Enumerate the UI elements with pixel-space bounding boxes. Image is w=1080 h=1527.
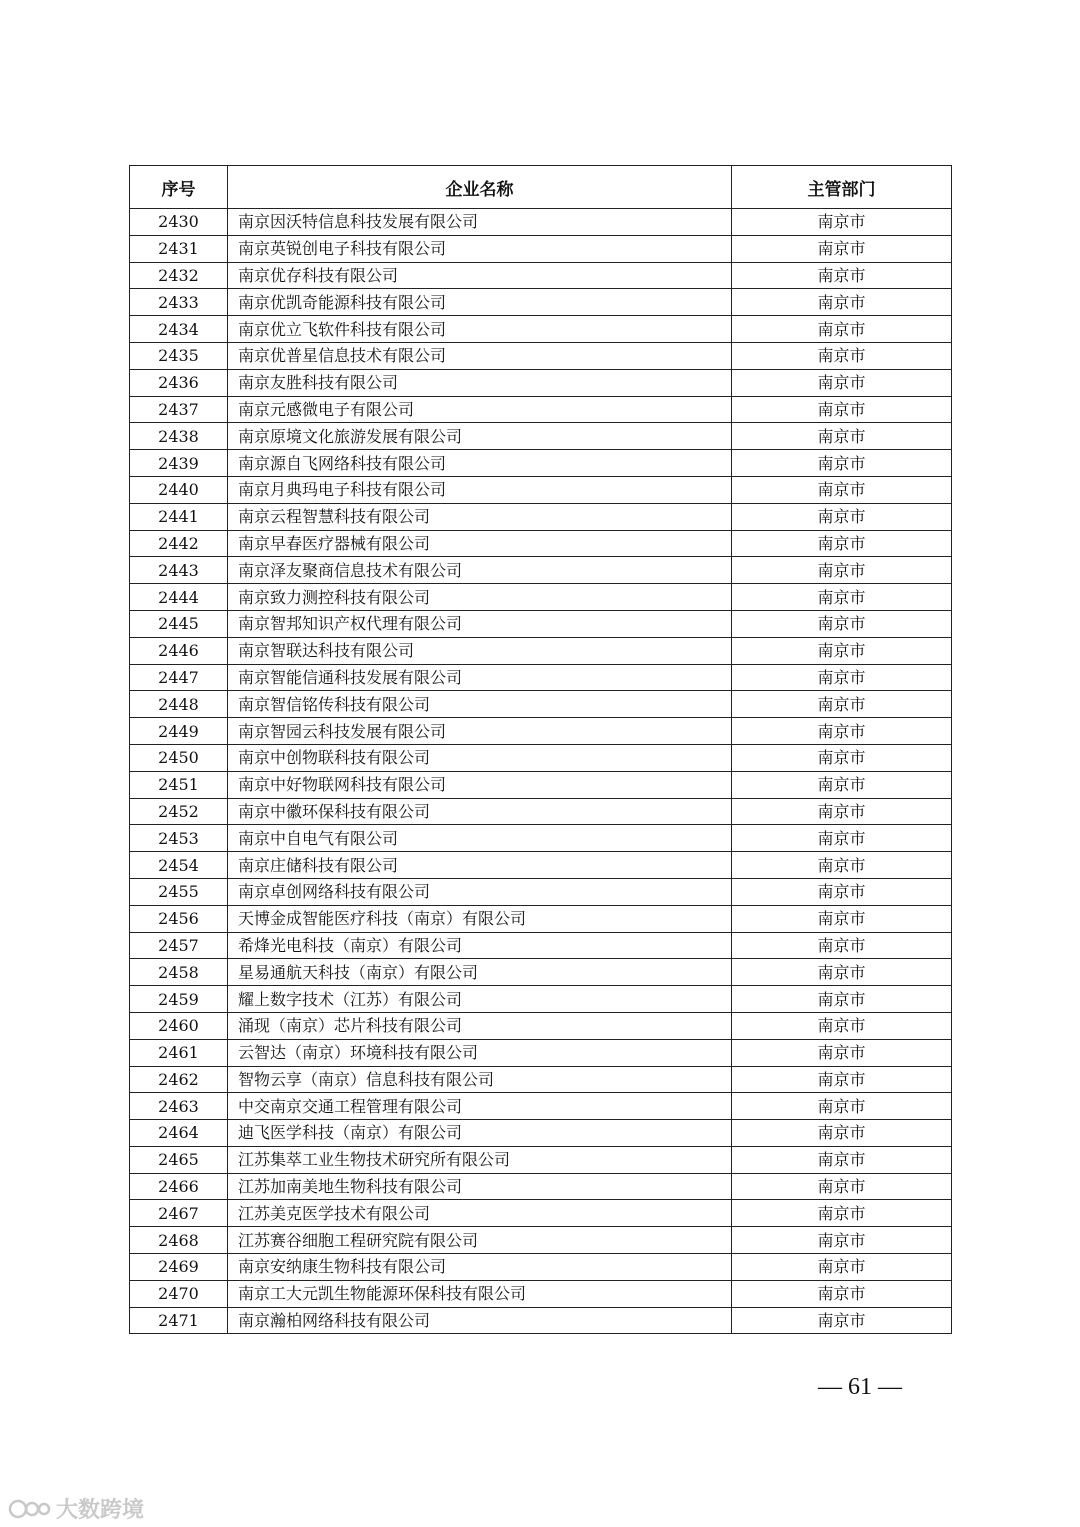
table-row [130, 1254, 952, 1281]
company-name-cell: 中交南京交通工程管理有限公司 [228, 1093, 732, 1120]
serial-number-cell: 2435 [130, 342, 228, 369]
department-cell: 南京市 [732, 825, 952, 852]
serial-number-cell: 2448 [130, 691, 228, 718]
company-name-cell: 南京英锐创电子科技有限公司 [228, 235, 732, 262]
department-cell: 南京市 [732, 369, 952, 396]
serial-number-cell: 2455 [130, 878, 228, 905]
table-row [130, 718, 952, 745]
table-row [130, 530, 952, 557]
serial-number-cell: 2431 [130, 235, 228, 262]
serial-number-cell: 2432 [130, 262, 228, 289]
serial-number-cell: 2453 [130, 825, 228, 852]
table-row [130, 878, 952, 905]
company-name-cell: 南京中创物联科技有限公司 [228, 744, 732, 771]
table-row [130, 209, 952, 236]
company-name-cell: 南京优凯奇能源科技有限公司 [228, 289, 732, 316]
department-cell: 南京市 [732, 476, 952, 503]
serial-number-cell: 2471 [130, 1307, 228, 1334]
company-name-cell: 南京中好物联网科技有限公司 [228, 771, 732, 798]
table-row [130, 423, 952, 450]
serial-number-cell: 2440 [130, 476, 228, 503]
table-body [130, 209, 952, 1334]
table-row [130, 1200, 952, 1227]
company-name-cell: 南京优存科技有限公司 [228, 262, 732, 289]
department-cell: 南京市 [732, 342, 952, 369]
company-name-cell: 云智达（南京）环境科技有限公司 [228, 1039, 732, 1066]
serial-number-cell: 2461 [130, 1039, 228, 1066]
company-name-cell: 南京友胜科技有限公司 [228, 369, 732, 396]
table-row [130, 637, 952, 664]
serial-number-cell: 2456 [130, 905, 228, 932]
serial-number-cell: 2445 [130, 610, 228, 637]
table-row [130, 932, 952, 959]
department-cell: 南京市 [732, 289, 952, 316]
company-name-cell: 江苏加南美地生物科技有限公司 [228, 1173, 732, 1200]
department-cell: 南京市 [732, 423, 952, 450]
department-cell: 南京市 [732, 1066, 952, 1093]
department-cell: 南京市 [732, 584, 952, 611]
company-name-cell: 南京优普星信息技术有限公司 [228, 342, 732, 369]
header-serial-number: 序号 [130, 166, 228, 209]
table-row [130, 610, 952, 637]
department-cell: 南京市 [732, 878, 952, 905]
company-name-cell: 南京元感微电子有限公司 [228, 396, 732, 423]
company-name-cell: 南京智信铭传科技有限公司 [228, 691, 732, 718]
company-name-cell: 南京智能信通科技发展有限公司 [228, 664, 732, 691]
company-name-cell: 南京中徽环保科技有限公司 [228, 798, 732, 825]
serial-number-cell: 2464 [130, 1120, 228, 1147]
table-row [130, 503, 952, 530]
serial-number-cell: 2443 [130, 557, 228, 584]
company-name-cell: 南京智邦知识产权代理有限公司 [228, 610, 732, 637]
serial-number-cell: 2442 [130, 530, 228, 557]
company-name-cell: 星易通航天科技（南京）有限公司 [228, 959, 732, 986]
department-cell: 南京市 [732, 798, 952, 825]
serial-number-cell: 2441 [130, 503, 228, 530]
department-cell: 南京市 [732, 1039, 952, 1066]
department-cell: 南京市 [732, 262, 952, 289]
table-row [130, 235, 952, 262]
table-row [130, 1066, 952, 1093]
header-company-name: 企业名称 [228, 166, 732, 209]
table-row [130, 691, 952, 718]
table-row [130, 342, 952, 369]
serial-number-cell: 2433 [130, 289, 228, 316]
table-row [130, 1093, 952, 1120]
serial-number-cell: 2450 [130, 744, 228, 771]
serial-number-cell: 2444 [130, 584, 228, 611]
company-name-cell: 南京优立飞软件科技有限公司 [228, 316, 732, 343]
department-cell: 南京市 [732, 530, 952, 557]
serial-number-cell: 2447 [130, 664, 228, 691]
department-cell: 南京市 [732, 316, 952, 343]
company-name-cell: 江苏集萃工业生物技术研究所有限公司 [228, 1146, 732, 1173]
table-row [130, 1039, 952, 1066]
department-cell: 南京市 [732, 744, 952, 771]
department-cell: 南京市 [732, 450, 952, 477]
serial-number-cell: 2466 [130, 1173, 228, 1200]
department-cell: 南京市 [732, 905, 952, 932]
department-cell: 南京市 [732, 1120, 952, 1147]
table-row [130, 1307, 952, 1334]
serial-number-cell: 2468 [130, 1227, 228, 1254]
serial-number-cell: 2462 [130, 1066, 228, 1093]
table-row [130, 771, 952, 798]
department-cell: 南京市 [732, 1173, 952, 1200]
table-row [130, 1173, 952, 1200]
serial-number-cell: 2463 [130, 1093, 228, 1120]
company-name-cell: 南京智园云科技发展有限公司 [228, 718, 732, 745]
company-name-cell: 江苏赛谷细胞工程研究院有限公司 [228, 1227, 732, 1254]
company-name-cell: 江苏美克医学技术有限公司 [228, 1200, 732, 1227]
serial-number-cell: 2457 [130, 932, 228, 959]
company-name-cell: 南京月典玛电子科技有限公司 [228, 476, 732, 503]
table-row [130, 959, 952, 986]
table-header-row [130, 166, 952, 209]
department-cell: 南京市 [732, 1146, 952, 1173]
serial-number-cell: 2454 [130, 852, 228, 879]
company-name-cell: 南京源自飞网络科技有限公司 [228, 450, 732, 477]
company-name-cell: 天博金成智能医疗科技（南京）有限公司 [228, 905, 732, 932]
table-row [130, 557, 952, 584]
serial-number-cell: 2458 [130, 959, 228, 986]
company-name-cell: 南京原境文化旅游发展有限公司 [228, 423, 732, 450]
company-name-cell: 南京泽友聚商信息技术有限公司 [228, 557, 732, 584]
serial-number-cell: 2470 [130, 1280, 228, 1307]
department-cell: 南京市 [732, 852, 952, 879]
table-row [130, 369, 952, 396]
table-row [130, 852, 952, 879]
company-name-cell: 南京瀚柏网络科技有限公司 [228, 1307, 732, 1334]
company-name-cell: 涌现（南京）芯片科技有限公司 [228, 1012, 732, 1039]
company-name-cell: 希烽光电科技（南京）有限公司 [228, 932, 732, 959]
department-cell: 南京市 [732, 396, 952, 423]
serial-number-cell: 2449 [130, 718, 228, 745]
serial-number-cell: 2434 [130, 316, 228, 343]
company-name-cell: 南京庄储科技有限公司 [228, 852, 732, 879]
serial-number-cell: 2465 [130, 1146, 228, 1173]
table-row [130, 825, 952, 852]
header-department: 主管部门 [732, 166, 952, 209]
serial-number-cell: 2451 [130, 771, 228, 798]
department-cell: 南京市 [732, 557, 952, 584]
company-name-cell: 迪飞医学科技（南京）有限公司 [228, 1120, 732, 1147]
serial-number-cell: 2467 [130, 1200, 228, 1227]
company-name-cell: 耀上数字技术（江苏）有限公司 [228, 986, 732, 1013]
department-cell: 南京市 [732, 718, 952, 745]
department-cell: 南京市 [732, 932, 952, 959]
serial-number-cell: 2438 [130, 423, 228, 450]
table-row [130, 584, 952, 611]
company-name-cell: 南京云程智慧科技有限公司 [228, 503, 732, 530]
serial-number-cell: 2452 [130, 798, 228, 825]
company-name-cell: 南京工大元凯生物能源环保科技有限公司 [228, 1280, 732, 1307]
serial-number-cell: 2439 [130, 450, 228, 477]
serial-number-cell: 2469 [130, 1254, 228, 1281]
table-row [130, 1120, 952, 1147]
department-cell: 南京市 [732, 503, 952, 530]
serial-number-cell: 2437 [130, 396, 228, 423]
table-row [130, 316, 952, 343]
department-cell: 南京市 [732, 1012, 952, 1039]
company-name-cell: 南京因沃特信息科技发展有限公司 [228, 209, 732, 236]
department-cell: 南京市 [732, 209, 952, 236]
department-cell: 南京市 [732, 1280, 952, 1307]
department-cell: 南京市 [732, 986, 952, 1013]
company-name-cell: 南京安纳康生物科技有限公司 [228, 1254, 732, 1281]
department-cell: 南京市 [732, 664, 952, 691]
table-row [130, 1280, 952, 1307]
table-row [130, 798, 952, 825]
table-row [130, 262, 952, 289]
department-cell: 南京市 [732, 235, 952, 262]
table-row [130, 905, 952, 932]
company-list-table [129, 165, 952, 1334]
company-name-cell: 南京早春医疗器械有限公司 [228, 530, 732, 557]
company-name-cell: 南京致力测控科技有限公司 [228, 584, 732, 611]
department-cell: 南京市 [732, 1254, 952, 1281]
department-cell: 南京市 [732, 959, 952, 986]
watermark [8, 1493, 144, 1524]
table-row [130, 1012, 952, 1039]
company-name-cell: 智物云享（南京）信息科技有限公司 [228, 1066, 732, 1093]
department-cell: 南京市 [732, 610, 952, 637]
department-cell: 南京市 [732, 637, 952, 664]
department-cell: 南京市 [732, 1307, 952, 1334]
company-name-cell: 南京卓创网络科技有限公司 [228, 878, 732, 905]
table-row [130, 1146, 952, 1173]
watermark-text: 大数跨境 [56, 1498, 145, 1523]
company-name-cell: 南京中自电气有限公司 [228, 825, 732, 852]
serial-number-cell: 2430 [130, 209, 228, 236]
department-cell: 南京市 [732, 1093, 952, 1120]
table-row [130, 450, 952, 477]
page-number: — 61 — [818, 1374, 902, 1400]
department-cell: 南京市 [732, 691, 952, 718]
serial-number-cell: 2446 [130, 637, 228, 664]
table-row [130, 476, 952, 503]
department-cell: 南京市 [732, 771, 952, 798]
table-row [130, 744, 952, 771]
serial-number-cell: 2459 [130, 986, 228, 1013]
table-row [130, 396, 952, 423]
department-cell: 南京市 [732, 1200, 952, 1227]
table-row [130, 664, 952, 691]
company-name-cell: 南京智联达科技有限公司 [228, 637, 732, 664]
department-cell: 南京市 [732, 1227, 952, 1254]
table-row [130, 1227, 952, 1254]
table-row [130, 986, 952, 1013]
table-row [130, 289, 952, 316]
serial-number-cell: 2460 [130, 1012, 228, 1039]
watermark-logo-icon [8, 1497, 52, 1521]
serial-number-cell: 2436 [130, 369, 228, 396]
